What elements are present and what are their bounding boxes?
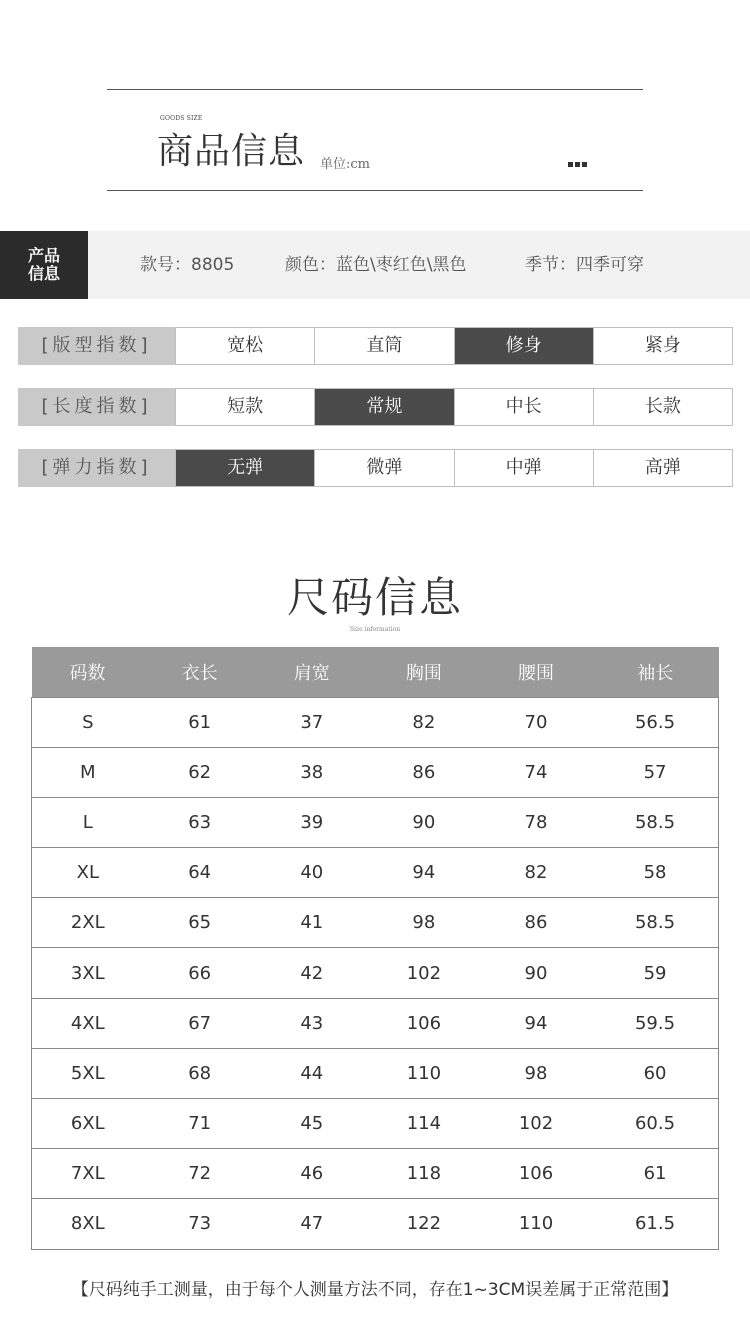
table-row <box>32 1199 719 1249</box>
measurement-cell: 64 <box>144 848 256 898</box>
table-row <box>32 747 719 797</box>
unit-label: 单位:cm <box>320 157 370 172</box>
length-option: 中长 <box>454 389 593 425</box>
measurement-cell: 46 <box>256 1149 368 1199</box>
size-section-subtitle: Size information <box>349 626 401 633</box>
fit-option: 直筒 <box>314 328 453 364</box>
measurement-cell: 39 <box>256 797 368 847</box>
style-number: 款号：8805 <box>140 255 235 275</box>
header-bottom-rule <box>107 190 643 191</box>
measurement-cell: 102 <box>480 1099 592 1149</box>
length-option: 短款 <box>175 389 314 425</box>
table-row <box>32 848 719 898</box>
length-index-label: [长度指数] <box>18 388 175 426</box>
measurement-cell: 38 <box>256 747 368 797</box>
measurement-cell: 45 <box>256 1099 368 1149</box>
table-body <box>32 697 719 1249</box>
measurement-cell: 94 <box>480 998 592 1048</box>
measurement-cell: 63 <box>144 797 256 847</box>
measurement-cell: 58.5 <box>592 797 718 847</box>
product-info-bar <box>0 231 750 299</box>
size-table <box>31 647 719 1250</box>
measurement-cell: 114 <box>368 1099 480 1149</box>
measurement-note: 【尺码纯手工测量，由于每个人测量方法不同，存在1~3CM误差属于正常范围】 <box>71 1280 679 1300</box>
measurement-cell: 74 <box>480 747 592 797</box>
table-row <box>32 898 719 948</box>
measurement-cell: 59 <box>592 948 718 998</box>
measurement-cell: 106 <box>368 998 480 1048</box>
size-cell: 6XL <box>32 1099 144 1149</box>
size-cell: L <box>32 797 144 847</box>
measurement-cell: 73 <box>144 1199 256 1249</box>
elasticity-option: 中弹 <box>454 450 593 486</box>
table-row <box>32 1048 719 1098</box>
size-cell: 3XL <box>32 948 144 998</box>
size-section-title: 尺码信息 <box>286 573 463 622</box>
measurement-cell: 41 <box>256 898 368 948</box>
table-row <box>32 998 719 1048</box>
color-options: 颜色：蓝色\枣红色\黑色 <box>285 255 467 275</box>
size-cell: XL <box>32 848 144 898</box>
table-header-row <box>32 647 719 697</box>
size-cell: 4XL <box>32 998 144 1048</box>
measurement-cell: 40 <box>256 848 368 898</box>
measurement-cell: 58 <box>592 848 718 898</box>
measurement-cell: 122 <box>368 1199 480 1249</box>
length-index-row <box>18 388 733 426</box>
season-info: 季节：四季可穿 <box>525 255 644 275</box>
measurement-cell: 61 <box>144 697 256 747</box>
measurement-cell: 102 <box>368 948 480 998</box>
measurement-cell: 60 <box>592 1048 718 1098</box>
column-header: 袖长 <box>592 647 718 697</box>
measurement-cell: 106 <box>480 1149 592 1199</box>
measurement-cell: 42 <box>256 948 368 998</box>
column-header: 腰围 <box>480 647 592 697</box>
elasticity-option: 微弹 <box>314 450 453 486</box>
header-top-rule <box>107 89 643 90</box>
fit-option-selected: 修身 <box>454 328 593 364</box>
column-header: 胸围 <box>368 647 480 697</box>
measurement-cell: 61.5 <box>592 1199 718 1249</box>
measurement-cell: 61 <box>592 1149 718 1199</box>
measurement-cell: 72 <box>144 1149 256 1199</box>
size-cell: 5XL <box>32 1048 144 1098</box>
size-cell: 8XL <box>32 1199 144 1249</box>
table-row <box>32 1099 719 1149</box>
measurement-cell: 68 <box>144 1048 256 1098</box>
fit-option: 紧身 <box>593 328 732 364</box>
elasticity-option-selected: 无弹 <box>175 450 314 486</box>
table-row <box>32 1149 719 1199</box>
measurement-cell: 60.5 <box>592 1099 718 1149</box>
length-option-selected: 常规 <box>314 389 453 425</box>
measurement-cell: 90 <box>368 797 480 847</box>
fit-index-row <box>18 327 733 365</box>
measurement-cell: 78 <box>480 797 592 847</box>
table-row <box>32 697 719 747</box>
length-option: 长款 <box>593 389 732 425</box>
elasticity-index-label: [弹力指数] <box>18 449 175 487</box>
measurement-cell: 94 <box>368 848 480 898</box>
measurement-cell: 44 <box>256 1048 368 1098</box>
measurement-cell: 57 <box>592 747 718 797</box>
measurement-cell: 37 <box>256 697 368 747</box>
measurement-cell: 98 <box>368 898 480 948</box>
measurement-cell: 65 <box>144 898 256 948</box>
measurement-cell: 118 <box>368 1149 480 1199</box>
product-info-label: 产品 信息 <box>0 231 88 299</box>
measurement-cell: 66 <box>144 948 256 998</box>
column-header: 衣长 <box>144 647 256 697</box>
measurement-cell: 98 <box>480 1048 592 1098</box>
measurement-cell: 58.5 <box>592 898 718 948</box>
fit-index-label: [版型指数] <box>18 327 175 365</box>
size-cell: S <box>32 697 144 747</box>
page-title: 商品信息 <box>157 131 306 172</box>
size-cell: 7XL <box>32 1149 144 1199</box>
measurement-cell: 110 <box>480 1199 592 1249</box>
measurement-cell: 59.5 <box>592 998 718 1048</box>
table-row <box>32 797 719 847</box>
column-header: 码数 <box>32 647 144 697</box>
ellipsis-icon <box>568 162 587 167</box>
measurement-cell: 82 <box>480 848 592 898</box>
measurement-cell: 86 <box>480 898 592 948</box>
fit-option: 宽松 <box>175 328 314 364</box>
elasticity-index-options <box>175 449 733 487</box>
length-index-options <box>175 388 733 426</box>
measurement-cell: 56.5 <box>592 697 718 747</box>
goods-size-caption: GOODS SIZE <box>160 115 203 122</box>
measurement-cell: 90 <box>480 948 592 998</box>
measurement-cell: 110 <box>368 1048 480 1098</box>
size-cell: M <box>32 747 144 797</box>
elasticity-option: 高弹 <box>593 450 732 486</box>
fit-index-options <box>175 327 733 365</box>
measurement-cell: 47 <box>256 1199 368 1249</box>
measurement-cell: 70 <box>480 697 592 747</box>
measurement-cell: 82 <box>368 697 480 747</box>
measurement-cell: 86 <box>368 747 480 797</box>
elasticity-index-row <box>18 449 733 487</box>
size-cell: 2XL <box>32 898 144 948</box>
table-row <box>32 948 719 998</box>
column-header: 肩宽 <box>256 647 368 697</box>
measurement-cell: 71 <box>144 1099 256 1149</box>
measurement-cell: 62 <box>144 747 256 797</box>
measurement-cell: 67 <box>144 998 256 1048</box>
measurement-cell: 43 <box>256 998 368 1048</box>
